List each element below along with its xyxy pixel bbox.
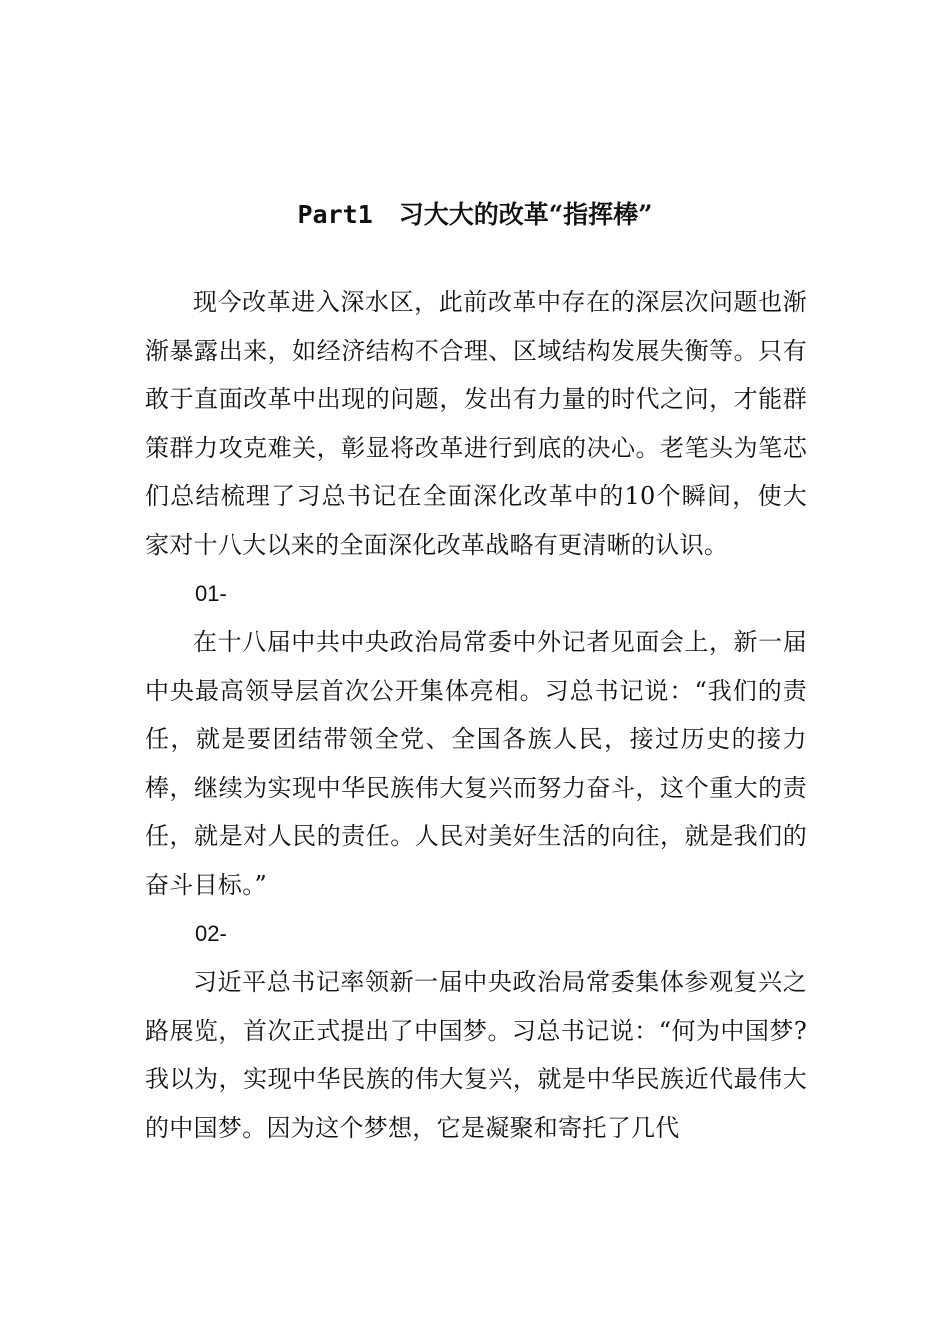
section-marker-02: 02-	[195, 921, 227, 946]
section-02-paragraph: 习近平总书记率领新一届中央政治局常委集体参观复兴之路展览，首次正式提出了中国梦。习总书记说：“何为中国梦?我以为，实现中华民族的伟大复兴，就是中华民族近代最伟大的中国梦。因为这个梦想，它是凝聚和寄托了几代	[145, 968, 807, 1142]
section-marker-01: 01-	[195, 581, 227, 606]
page-title	[0, 197, 950, 233]
document-body	[145, 278, 807, 1152]
section-01-paragraph: 在十八届中共中央政治局常委中外记者见面会上，新一届中央最高领导层首次公开集体亮相。习总书记说：“我们的责任，就是要团结带领全党、全国各族人民，接过历史的接力棒，继续为实现中华民族伟大复兴而努力奋斗，这个重大的责任，就是对人民的责任。人民对美好生活的向往，就是我们的奋斗目标。”	[145, 628, 807, 899]
intro-paragraph: 现今改革进入深水区，此前改革中存在的深层次问题也渐渐暴露出来，如经济结构不合理、区域结构发展失衡等。只有敢于直面改革中出现的问题，发出有力量的时代之问，才能群策群力攻克难关，彰显将改革进行到底的决心。老笔头为笔芯们总结梳理了习总书记在全面深化改革中的10个瞬间，使大家对十八大以来的全面深化改革战略有更清晰的认识。	[145, 288, 807, 559]
title-main: 习大大的改革“指挥棒”	[398, 199, 653, 229]
title-prefix: Part1	[297, 199, 373, 229]
